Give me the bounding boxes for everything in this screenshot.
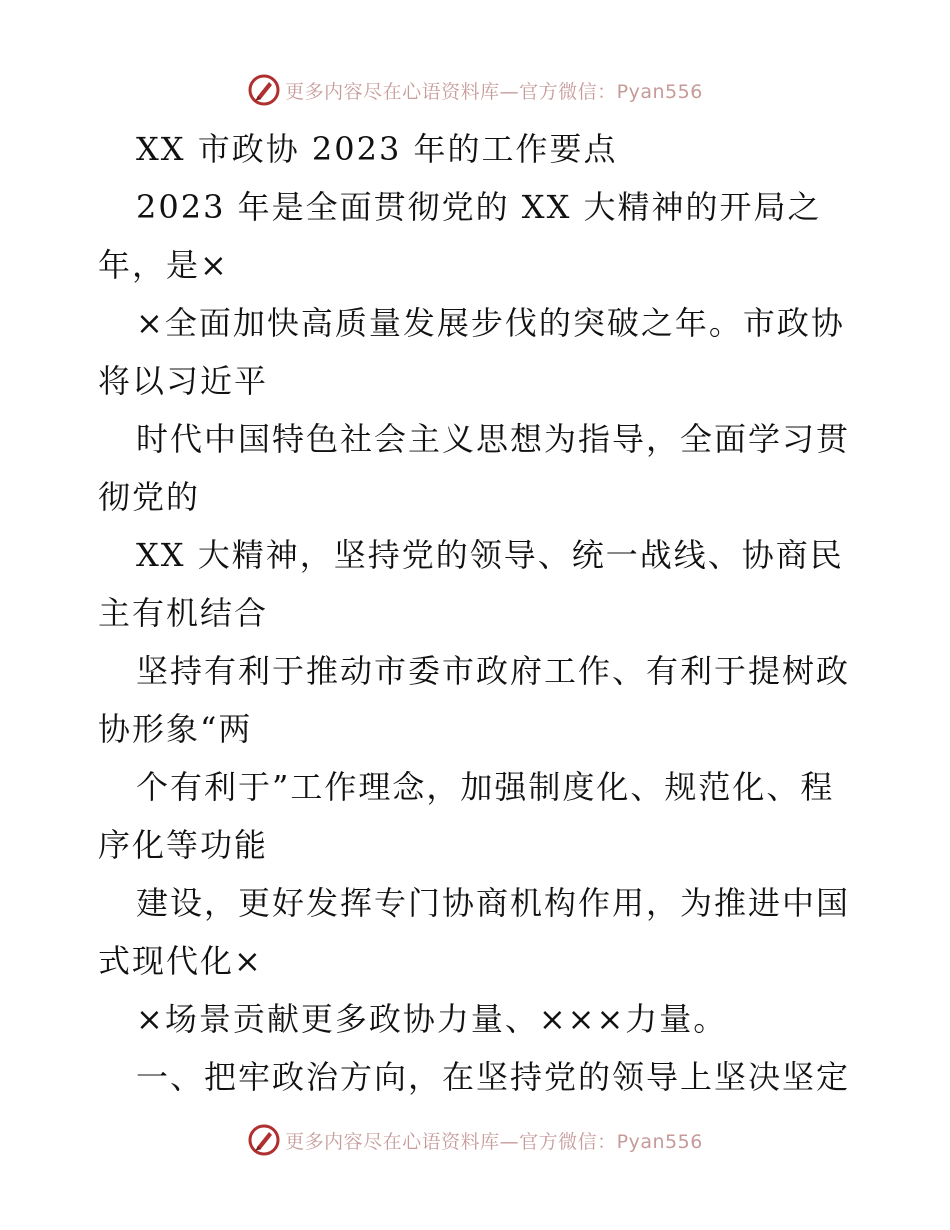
paragraph-line: 一、把牢政治方向，在坚持党的领导上坚决坚定	[136, 1058, 851, 1096]
paragraph-line: 将以习近平	[98, 362, 269, 400]
watermark-header	[0, 70, 950, 110]
watermark-footer	[0, 1120, 950, 1160]
paragraph-line: 式现代化×	[98, 942, 263, 980]
paragraph-line: XX 大精神，坚持党的领导、统一战线、协商民	[136, 536, 844, 574]
paragraph-line: 年，是×	[98, 246, 229, 284]
watermark-text: 更多内容尽在心语资料库—官方微信：Pyan556	[285, 80, 703, 103]
paragraph-line: 序化等功能	[98, 826, 269, 864]
paragraph-line: 坚持有利于推动市委市政府工作、有利于提树政	[136, 652, 851, 690]
paragraph-line: 建设，更好发挥专门协商机构作用，为推进中国	[136, 884, 851, 922]
paragraph-line: ×场景贡献更多政协力量、×××力量。	[136, 1000, 728, 1038]
paragraph-line: 时代中国特色社会主义思想为指导，全面学习贯	[136, 420, 851, 458]
paragraph-line: 2023 年是全面贯彻党的 XX 大精神的开局之	[136, 188, 822, 226]
paragraph-line: 个有利于”工作理念，加强制度化、规范化、程	[136, 768, 835, 806]
document-body	[98, 120, 858, 1106]
paragraph-line: XX 市政协 2023 年的工作要点	[136, 130, 618, 168]
watermark-text: 更多内容尽在心语资料库—官方微信：Pyan556	[285, 1130, 703, 1153]
paragraph-line: ×全面加快高质量发展步伐的突破之年。市政协	[136, 304, 845, 342]
paragraph-line: 彻党的	[98, 478, 201, 516]
paragraph-line: 主有机结合	[98, 594, 269, 632]
pen-logo-icon	[247, 73, 281, 107]
pen-logo-icon	[247, 1123, 281, 1157]
paragraph-line: 协形象“两	[98, 710, 253, 748]
